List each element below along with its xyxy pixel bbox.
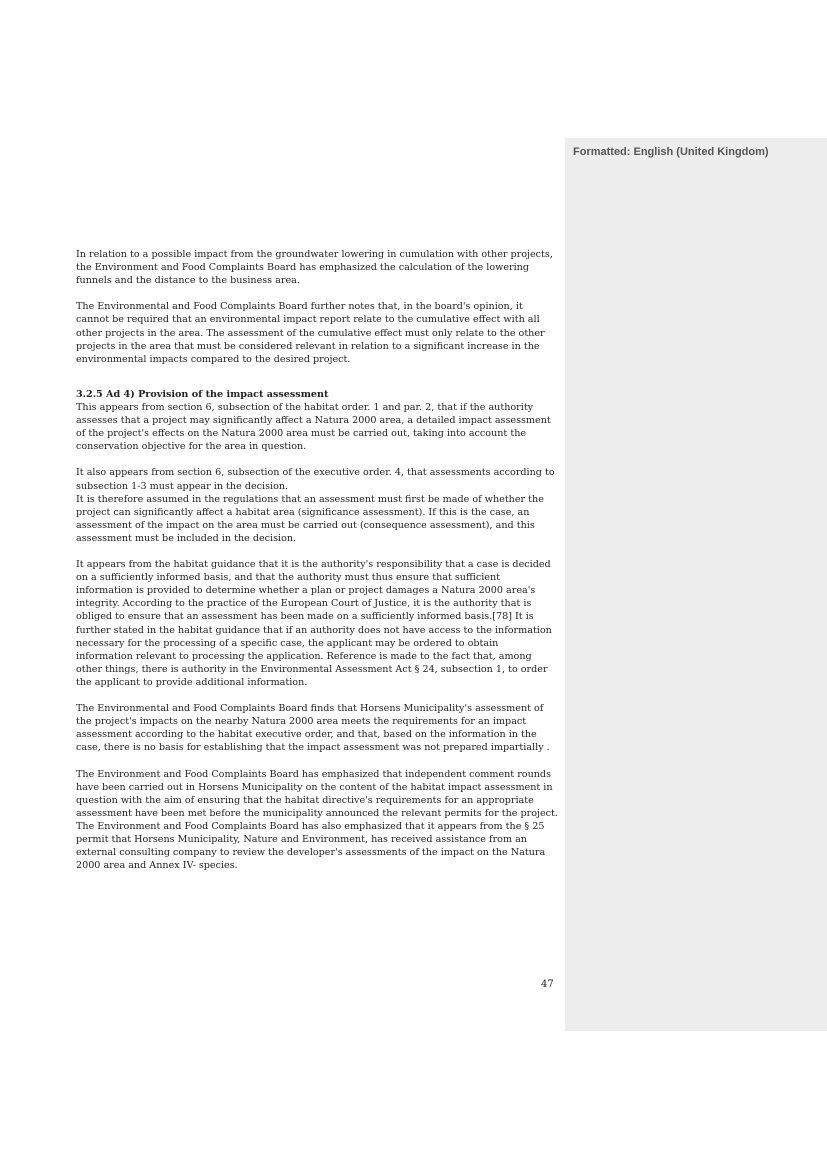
paragraph-habitat-guidance: It appears from the habitat guidance that it is the authority's responsibility that a case is decided on a sufficiently informed basis, and that the authority must thus ensure that sufficient information is provided to determine whether a plan or project damages a Natura 2000 area's integrity. According to the practice of the European Court of Justice, it is the authority that is obliged to ensure that an assessment has been made on a sufficiently informed basis.[78] It is further stated in the habitat guidance that if an authority does not have access to the information necessary for the processing of a specific case, the applicant may be ordered to obtain information relevant to processing the application. Reference is made to the fact that, among other things, there is authority in the Environmental Assessment Act § 24, subsection 1, to order the applicant to provide additional information. [76,559,552,688]
section-heading: 3.2.5 Ad 4) Provision of the impact assessment [76,388,329,400]
paragraph-habitat-order: This appears from section 6, subsection of the habitat order. 1 and par. 2, that if the authority assesses that a project may significantly affect a Natura 2000 area, a detailed impact assessment of the project's effects on the Natura 2000 area must be carried out, taking into account the conservation objective for the area in question. [76,401,551,453]
paragraph-cumulative-effect: The Environmental and Food Complaints Board further notes that, in the board's opinion, it cannot be required that an environmental impact report relate to the cumulative effect with all other projects in the area. The assessment of the cumulative effect must only relate to the other projects in the area that must be considered relevant in relation to a significant increase in the environmental impacts compared to the desired project. [76,301,545,365]
paragraph-executive-order: It also appears from section 6, subsection of the executive order. 4, that assessments according to subsection 1-3 must appear in the decision. [76,467,555,492]
paragraph-significance-assessment: It is therefore assumed in the regulations that an assessment must first be made of whether the project can significantly affect a habitat area (significance assessment). If this is the case, an assessment of the impact on the area must be carried out (consequence assessment), and this assessment must be included in the decision. [76,493,544,544]
paragraph-board-finding: The Environmental and Food Complaints Board finds that Horsens Municipality's assessment of the project's impacts on the nearby Natura 2000 area meets the requirements for an impact assessment according to the habitat executive order, and that, based on the information in the case, there is no basis for establishing that the impact assessment was not prepared impartially . [76,703,550,754]
page-number: 47 [541,979,554,990]
document-body [76,248,558,885]
paragraph-consulting-company: The Environment and Food Complaints Board has also emphasized that it appears from the § 25 permit that Horsens Municipality, Nature and Environment, has received assistance from an external consulting company to review the developer's assessments of the impact on the Natura 2000 area and Annex IV- species. [76,820,546,872]
paragraph-groundwater: In relation to a possible impact from the groundwater lowering in cumulation with other projects, the Environment and Food Complaints Board has emphasized the calculation of the lowering funnels and the distance to the business area. [76,249,553,287]
comment-title: Formatted: English (United Kingdom) [573,146,769,158]
paragraph-comment-rounds: The Environment and Food Complaints Board has emphasized that independent comment rounds have been carried out in Horsens Municipality on the content of the habitat impact assessment in question with the aim of ensuring that the habitat directive's requirements for an appropriate assessment have been met before the municipality announced the relevant permits for the project. [76,768,558,819]
comment-pane [565,138,827,1031]
